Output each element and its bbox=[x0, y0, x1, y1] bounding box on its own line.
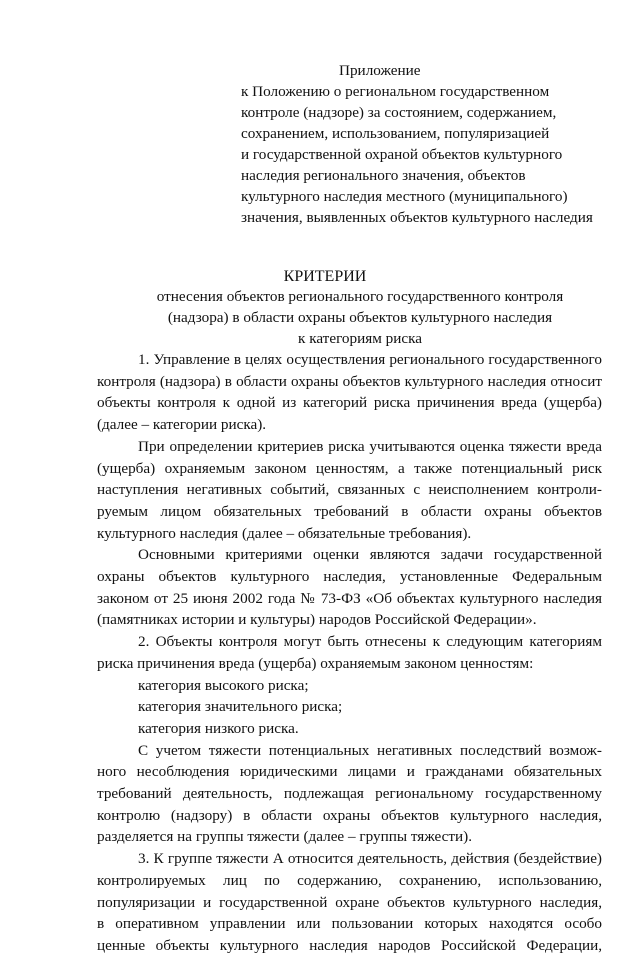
text-line: охраны объектов культурного наследия, установленные Федеральным bbox=[97, 568, 602, 586]
text-line: 3. К группе тяжести А относится деятельность, действия (бездействие) bbox=[138, 850, 602, 868]
text-line: (памятниках истории и культуры) народов Российской Федерации». bbox=[97, 611, 537, 629]
paragraph-risk-criteria bbox=[97, 436, 602, 545]
annex-line: культурного наследия местного (муниципального) bbox=[241, 188, 568, 205]
subtitle-line: отнесения объектов регионального государственного контроля bbox=[156, 288, 564, 305]
annex-line: и государственной охраной объектов культурного bbox=[241, 146, 563, 163]
annex-line: наследия регионального значения, объектов bbox=[241, 167, 526, 184]
text-line: ного несоблюдения юридическими лицами и гражданами обязательных bbox=[97, 763, 602, 781]
annex-reference bbox=[241, 81, 621, 228]
risk-category-list bbox=[97, 675, 602, 740]
text-line: (далее – категории риска). bbox=[97, 416, 267, 434]
paragraph-2 bbox=[97, 631, 602, 674]
text-line: контролю (надзору) в области охраны объектов культурного наследия, bbox=[97, 806, 602, 824]
text-line: 1. Управление в целях осуществления регионального государственного bbox=[138, 351, 602, 368]
document-subtitle bbox=[130, 286, 590, 349]
paragraph-3 bbox=[97, 848, 602, 957]
subtitle-line: к категориям риска bbox=[298, 330, 422, 347]
paragraph-main-criteria bbox=[97, 544, 602, 631]
document-title: КРИТЕРИИ bbox=[283, 268, 367, 285]
text-line: законом от 25 июня 2002 года № 73-ФЗ «Об объектах культурного наследия bbox=[97, 589, 602, 607]
text-line: ценные объекты культурного наследия народов Российской Федерации, bbox=[97, 936, 602, 954]
text-line: С учетом тяжести потенциальных негативных последствий возмож- bbox=[138, 741, 602, 759]
annex-title: Приложение bbox=[339, 62, 421, 79]
text-line: требований деятельность, подлежащая региональному государственному bbox=[97, 785, 602, 803]
text-line: популяризации и государственной охране объектов культурного наследия, bbox=[97, 893, 602, 911]
annex-line: сохранением, использованием, популяризацией bbox=[241, 125, 550, 142]
annex-line: значения, выявленных объектов культурного наследия bbox=[241, 209, 593, 226]
annex-line: к Положению о региональном государственном bbox=[241, 83, 550, 100]
paragraph-1 bbox=[97, 349, 602, 436]
text-line: руемым лицом обязательных требований в области охраны объектов bbox=[97, 502, 602, 520]
text-line: 2. Объекты контроля могут быть отнесены к следующим категориям bbox=[138, 633, 602, 651]
text-line: (ущерба) охраняемым законом ценностям, а также потенциальный риск bbox=[97, 459, 602, 477]
annex-line: контроле (надзоре) за состоянием, содержанием, bbox=[241, 104, 557, 121]
text-line: объекты контроля к одной из категорий риска причинения вреда (ущерба) bbox=[97, 394, 602, 412]
text-line: разделяется на группы тяжести (далее – группы тяжести). bbox=[97, 828, 473, 846]
text-line: контролируемых лиц по содержанию, сохранению, использованию, bbox=[97, 871, 602, 889]
text-line: риска причинения вреда (ущерба) охраняемым законом ценностям: bbox=[97, 654, 534, 672]
text-line: в оперативном управлении или пользовании которых находятся особо bbox=[97, 915, 602, 933]
subtitle-line: (надзора) в области охраны объектов культурного наследия bbox=[167, 309, 553, 326]
text-line: Основными критериями оценки являются задачи государственной bbox=[138, 546, 602, 564]
paragraph-severity-groups bbox=[97, 740, 602, 849]
text-line: При определении критериев риска учитываются оценка тяжести вреда bbox=[138, 437, 602, 455]
text-line: наступления негативных событий, связанных с неисполнением контроли- bbox=[97, 481, 602, 499]
list-item: категория высокого риска; bbox=[138, 676, 309, 694]
list-item: категория низкого риска. bbox=[138, 719, 299, 737]
text-line: контроля (надзора) в области охраны объектов культурного наследия относит bbox=[97, 372, 602, 390]
list-item: категория значительного риска; bbox=[138, 698, 343, 716]
document-body bbox=[97, 349, 602, 957]
text-line: культурного наследия (далее – обязательные требования). bbox=[97, 524, 472, 542]
